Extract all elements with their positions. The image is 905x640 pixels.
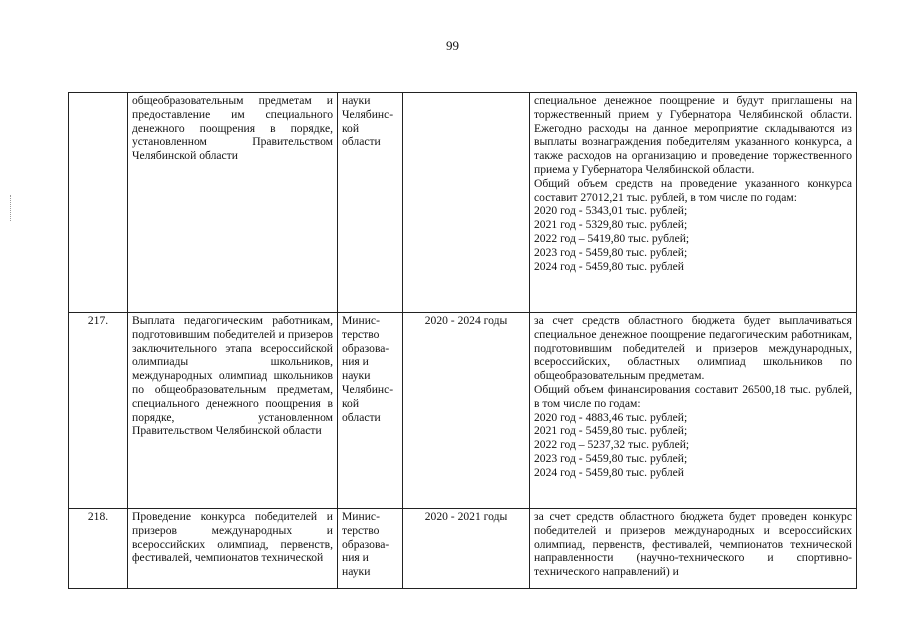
- expected-result: [530, 313, 857, 509]
- page-number: 99: [446, 38, 459, 53]
- row-number: [69, 93, 128, 313]
- result-text: за счет средств областного бюджета будет выплачиваться специальное денежное поощрение педагогическим работникам, подготовившим победителей и призеров международных, всероссийских, областных олимпиад школьников по общеобразовательным предметам.: [534, 314, 852, 383]
- result-year-2024: 2024 год - 5459,80 тыс. рублей: [534, 259, 684, 273]
- implementation-period: 2020 - 2021 годы: [403, 509, 530, 589]
- measure-description: Выплата педагогическим работникам, подготовившим победителей и призеров заключительного этапа всероссийской олимпиады школьников, международных олимпиад школьников по общеобразовательным предметам, специального денежного поощрения в порядке, установленном Правительством Челябинской области: [128, 313, 338, 509]
- row-number: 217.: [69, 313, 128, 509]
- table-row: [69, 509, 857, 589]
- responsible-organization: науки Челябинс-кой области: [338, 93, 403, 313]
- result-total: Общий объем средств на проведение указанного конкурса составит 27012,21 тыс. рублей, в том числе по годам:: [534, 176, 852, 204]
- table-row: [69, 313, 857, 509]
- expected-result: [530, 509, 857, 589]
- responsible-organization: Минис-терство образова-ния и науки Челябинс-кой области: [338, 313, 403, 509]
- scan-margin-mark: [10, 195, 12, 221]
- result-total: Общий объем финансирования составит 26500,18 тыс. рублей, в том числе по годам:: [534, 382, 852, 410]
- result-year-2021: 2021 год - 5329,80 тыс. рублей;: [534, 218, 688, 232]
- result-year-2022: 2022 год – 5419,80 тыс. рублей;: [534, 231, 690, 245]
- result-text: специальное денежное поощрение и будут приглашены на торжественный прием у Губернатора Челябинской области. Ежегодно расходы на данное мероприятие складываются из выплаты вознаграждения победителям указанного конкурса, а также расходов на организацию и проведение торжественного приема у Губернатора Челябинской области.: [534, 94, 852, 176]
- measure-description: Проведение конкурса победителей и призеров международных и всероссийских олимпиад, первенств, фестивалей, чемпионатов технической: [128, 509, 338, 589]
- implementation-period: [403, 93, 530, 313]
- result-year-2024: 2024 год - 5459,80 тыс. рублей: [534, 465, 684, 479]
- result-year-2023: 2023 год - 5459,80 тыс. рублей;: [534, 245, 688, 259]
- result-year-2020: 2020 год - 5343,01 тыс. рублей;: [534, 204, 688, 218]
- row-number: 218.: [69, 509, 128, 589]
- result-text: за счет средств областного бюджета будет проведен конкурс победителей и призеров международных и всероссийских олимпиад, первенств, фестивалей, чемпионатов технической направленности (научно-технического и спортивно-технического направлений) и: [534, 510, 852, 579]
- result-year-2021: 2021 год - 5459,80 тыс. рублей;: [534, 424, 688, 438]
- implementation-period: 2020 - 2024 годы: [403, 313, 530, 509]
- measure-description: общеобразовательным предметам и предоставление им специального денежного поощрения в порядке, установленном Правительством Челябинской области: [128, 93, 338, 313]
- table-row: [69, 93, 857, 313]
- expected-result: [530, 93, 857, 313]
- result-year-2022: 2022 год – 5237,32 тыс. рублей;: [534, 438, 690, 452]
- responsible-organization: Минис-терство образова-ния и науки: [338, 509, 403, 589]
- result-year-2023: 2023 год - 5459,80 тыс. рублей;: [534, 451, 688, 465]
- result-year-2020: 2020 год - 4883,46 тыс. рублей;: [534, 410, 688, 424]
- measures-table: [68, 92, 857, 589]
